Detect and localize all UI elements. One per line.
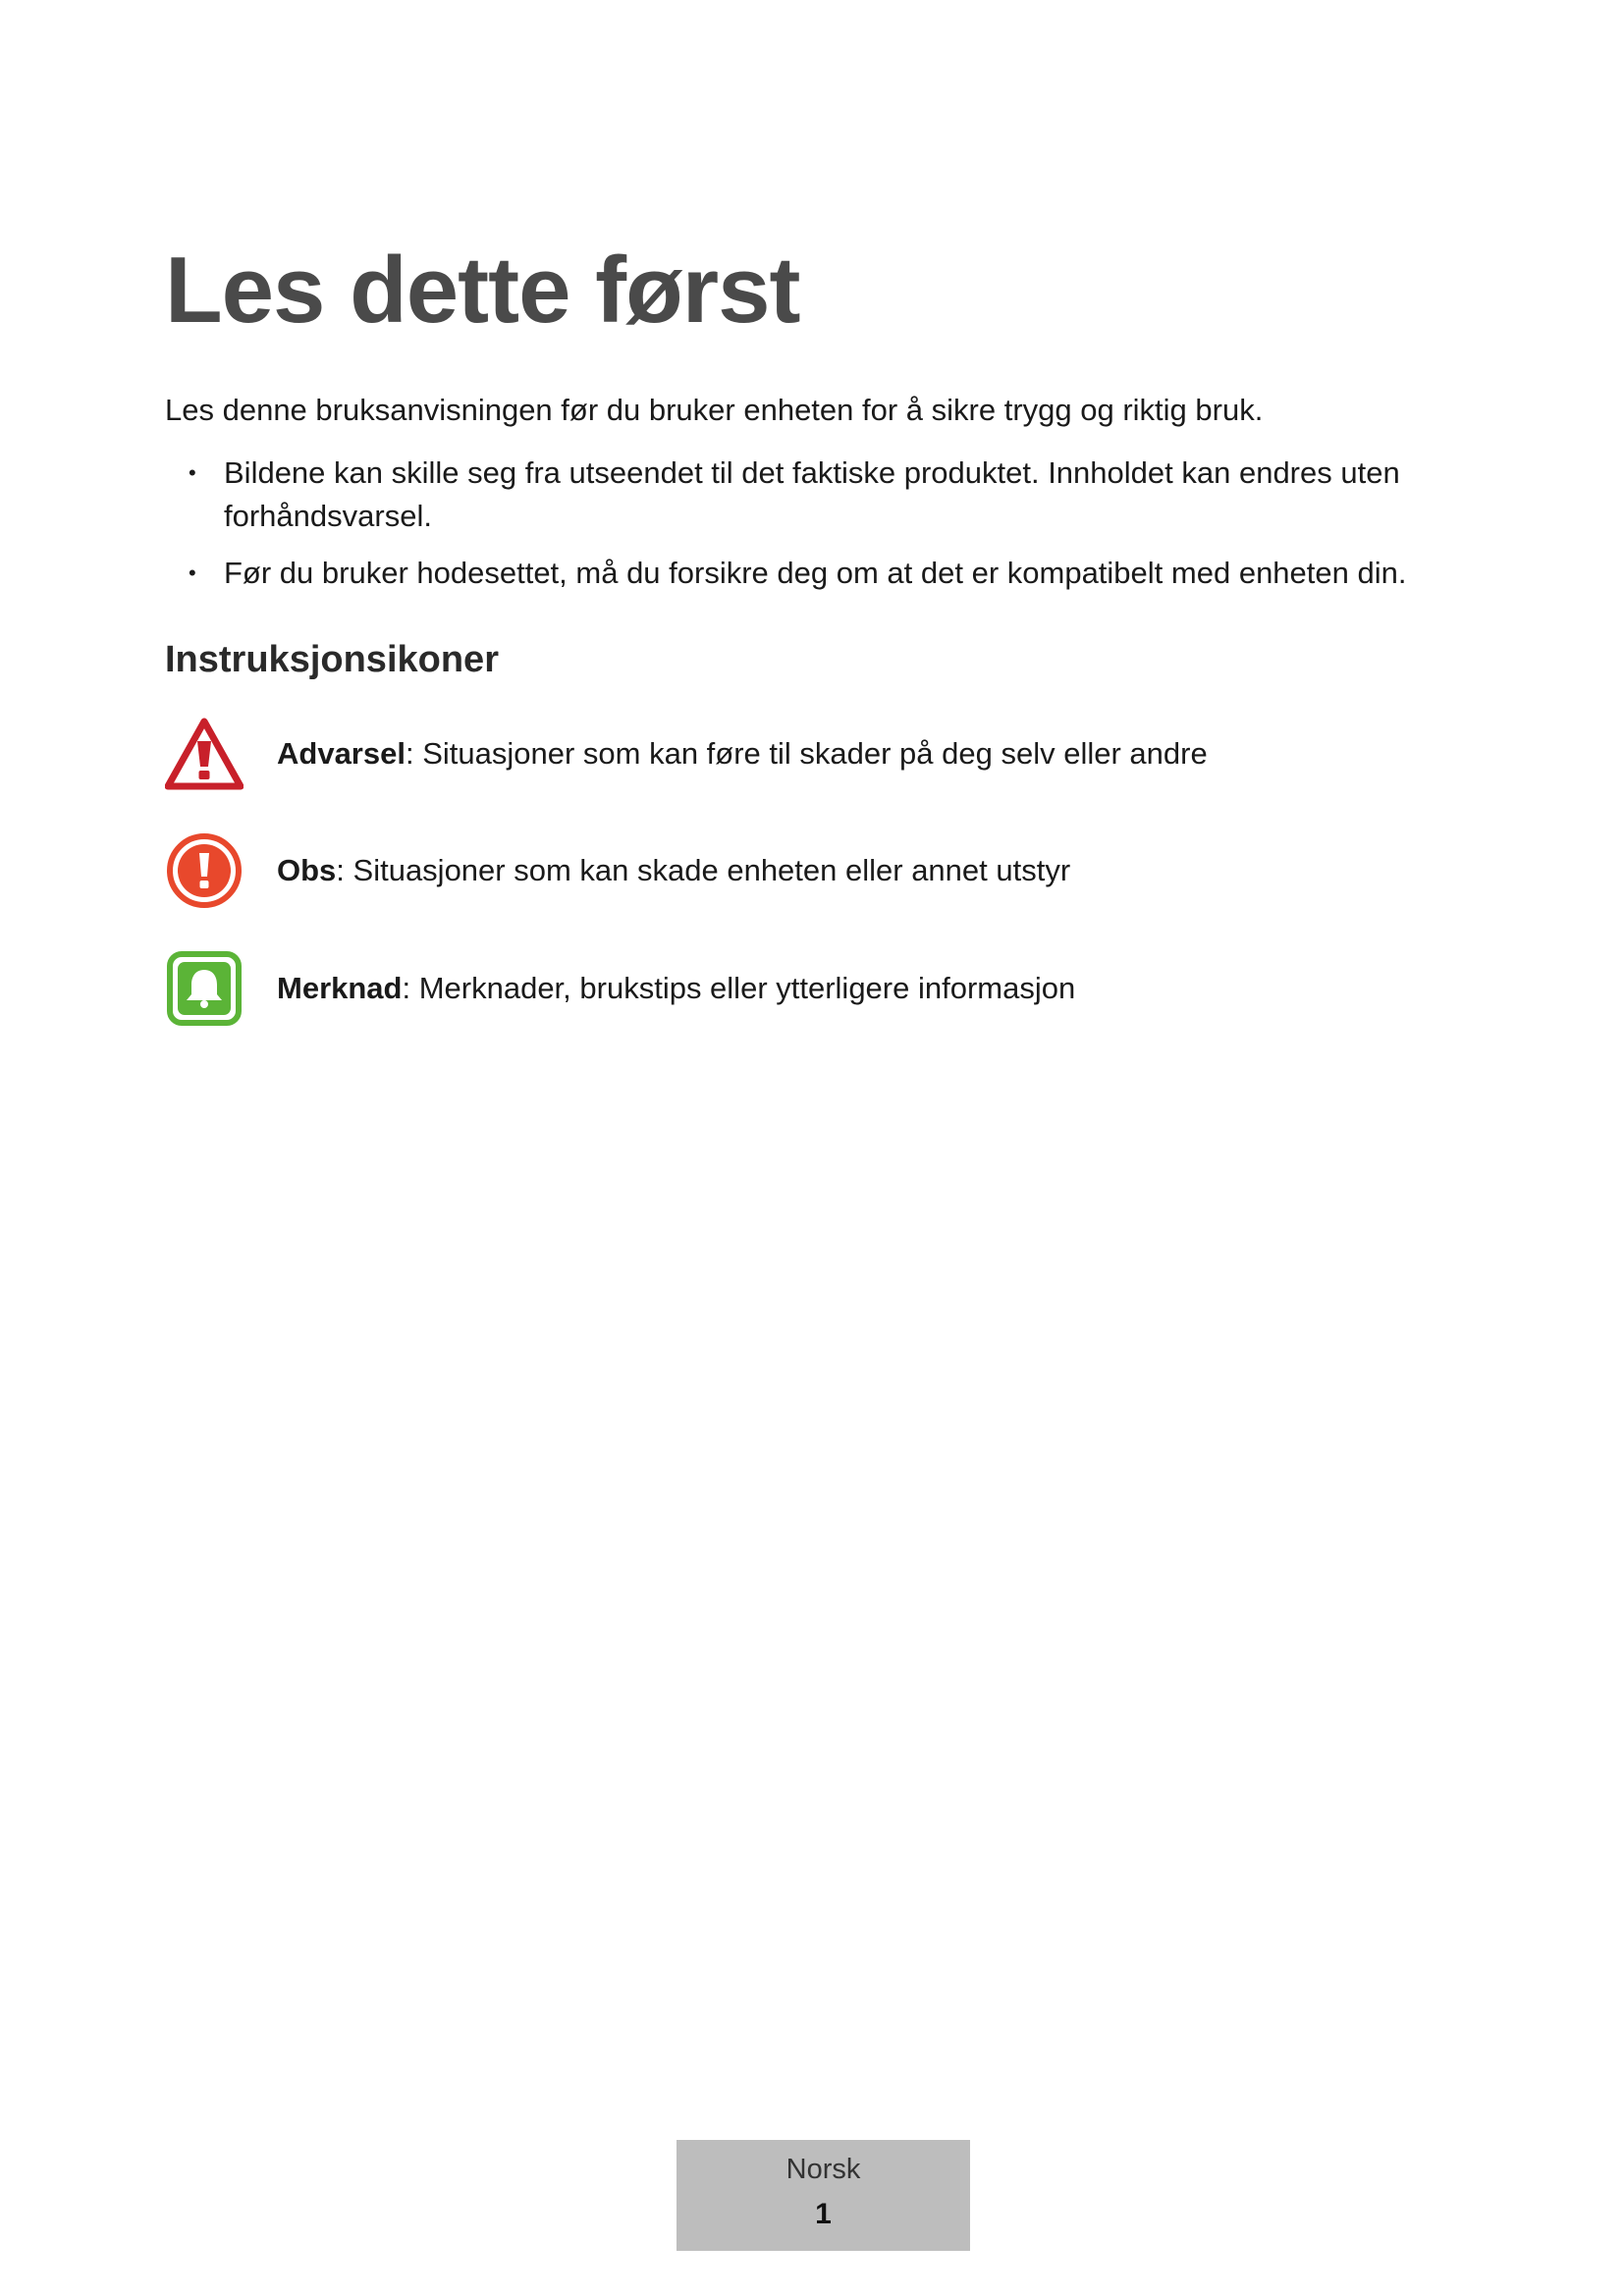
bullet-marker: • (189, 460, 196, 485)
icon-label: Obs (277, 853, 337, 887)
bullet-text: Bildene kan skille seg fra utseendet til det faktiske produktet. Innholdet kan endres uten forhåndsvarsel. (224, 455, 1400, 533)
icon-label: Merknad (277, 971, 403, 1005)
warning-triangle-icon (165, 715, 244, 793)
icon-row-note (165, 949, 1075, 1028)
icon-description (277, 851, 1070, 890)
list-item (165, 452, 1451, 538)
page-number: 1 (815, 2198, 832, 2230)
bullet-list (165, 452, 1451, 609)
section-heading: Instruksjonsikoner (165, 639, 499, 680)
icon-label: Advarsel (277, 736, 406, 771)
page-title: Les dette først (165, 238, 800, 343)
icon-description (277, 969, 1075, 1008)
icon-description-text: : Merknader, brukstips eller ytterligere informasjon (402, 971, 1076, 1005)
caution-circle-icon (165, 831, 244, 910)
icon-row-caution (165, 831, 1070, 910)
page-footer (677, 2140, 970, 2251)
icon-description (277, 734, 1208, 774)
bullet-marker: • (189, 561, 196, 585)
icon-description-text: : Situasjoner som kan skade enheten eller annet utstyr (336, 853, 1071, 887)
footer-language: Norsk (785, 2154, 861, 2185)
note-bell-icon (165, 949, 244, 1028)
icon-row-warning (165, 715, 1208, 793)
bullet-text: Før du bruker hodesettet, må du forsikre deg om at det er kompatibelt med enheten din. (224, 556, 1407, 590)
list-item (165, 552, 1451, 595)
icon-description-text: : Situasjoner som kan føre til skader på deg selv eller andre (405, 736, 1208, 771)
intro-paragraph: Les denne bruksanvisningen før du bruker enheten for å sikre trygg og riktig bruk. (165, 393, 1264, 427)
